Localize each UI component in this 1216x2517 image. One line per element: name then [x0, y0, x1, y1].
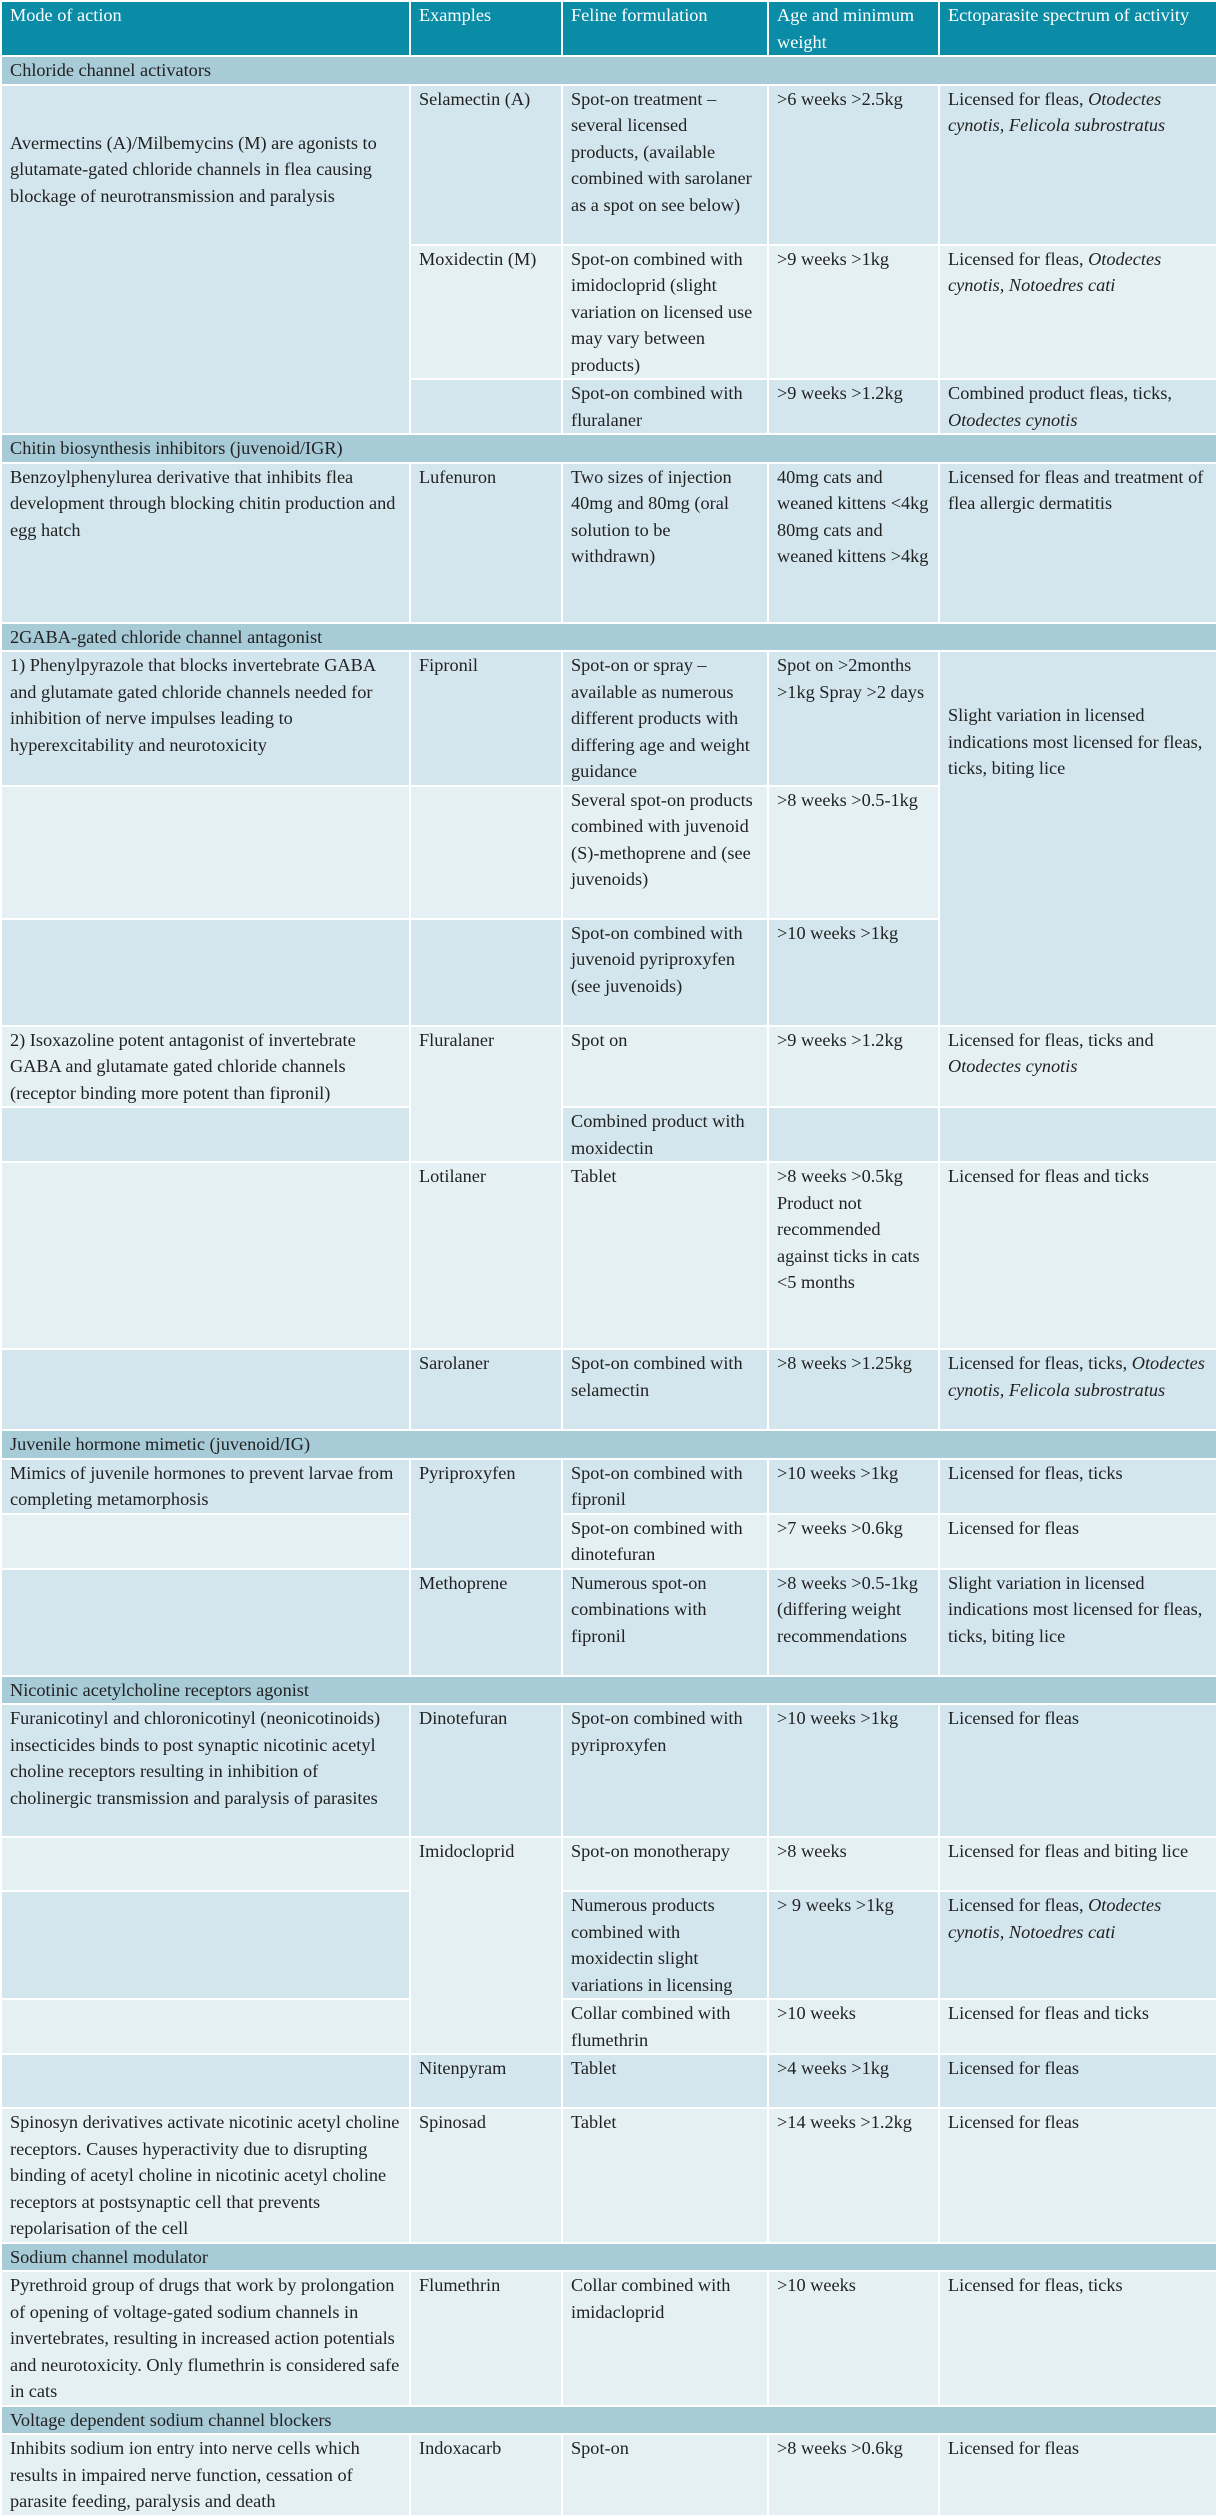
table-row: Imidocloprid Spot-on monotherapy >8 weeks Licensed for fleas and biting lice [1, 1837, 1216, 1891]
col-age: Age and minimum weight [768, 1, 939, 56]
table-row: 2) Isoxazoline potent antagonist of invertebrate GABA and glutamate gated chloride channels (receptor binding more potent than fipronil) Fluralaner Spot on >9 weeks >1.2kg Licensed for fleas, ticks and Otodectes cynotis [1, 1026, 1216, 1108]
table-row: 1) Phenylpyrazole that blocks invertebrate GABA and glutamate gated chloride channels needed for inhibition of nerve impulses leading to hyperexcitability and neurotoxicity Fipronil Spot-on or spray – available as numerous different products with differing age and weight guidance Spot on >2months >1kg Spray >2 days Slight variation in licensed indications most licensed for fleas, ticks, biting lice [1, 651, 1216, 786]
table-row: Avermectins (A)/Milbemycins (M) are agonists to glutamate-gated chloride channels in flea causing blockage of neurotransmission and paralysis Selamectin (A) Spot-on treatment – several licensed products, (available combined with sarolaner as a spot on see below) >6 weeks >2.5kg Licensed for fleas, Otodectes cynotis, Felicola subrostratus [1, 85, 1216, 245]
table-row: Spot-on combined with dinotefuran >7 weeks >0.6kg Licensed for fleas [1, 1514, 1216, 1569]
header-row [1, 1, 1216, 56]
section-row: Voltage dependent sodium channel blockers [1, 2406, 1216, 2435]
table-row: Pyrethroid group of drugs that work by prolongation of opening of voltage-gated sodium channels in invertebrates, resulting in increased action potentials and neurotoxicity. Only flumethrin is considered safe in cats Flumethrin Collar combined with imidacloprid >10 weeks Licensed for fleas, ticks [1, 2271, 1216, 2406]
table-row: Nitenpyram Tablet >4 weeks >1kg Licensed for fleas [1, 2054, 1216, 2108]
table-row: Combined product with moxidectin [1, 1107, 1216, 1162]
section-row: Sodium channel modulator [1, 2243, 1216, 2272]
table-row: Lotilaner Tablet >8 weeks >0.5kg Product not recommended against ticks in cats <5 months Licensed for fleas and ticks [1, 1162, 1216, 1349]
table-row: Spot-on combined with fluralaner >9 weeks >1.2kg Combined product fleas, ticks, Otodectes cynotis [1, 379, 1216, 434]
section-row: Nicotinic acetylcholine receptors agonist [1, 1676, 1216, 1705]
col-formulation: Feline formulation [562, 1, 768, 56]
table-row: Methoprene Numerous spot-on combinations with fipronil >8 weeks >0.5-1kg (differing weight recommendations Slight variation in licensed indications most licensed for fleas, ticks, biting lice [1, 1569, 1216, 1676]
table-row: Furanicotinyl and chloronicotinyl (neonicotinoids) insecticides binds to post synaptic nicotinic acetyl choline receptors resulting in inhibition of cholinergic transmission and paralysis of parasites Dinotefuran Spot-on combined with pyriproxyfen >10 weeks >1kg Licensed for fleas [1, 1704, 1216, 1837]
col-mode: Mode of action [1, 1, 410, 56]
col-examples: Examples [410, 1, 562, 56]
table-row: Benzoylphenylurea derivative that inhibits flea development through blocking chitin production and egg hatch Lufenuron Two sizes of injection 40mg and 80mg (oral solution to be withdrawn) 40mg cats and weaned kittens <4kg 80mg cats and weaned kittens >4kg Licensed for fleas and treatment of flea allergic dermatitis [1, 463, 1216, 623]
section-row: Chitin biosynthesis inhibitors (juvenoid/IGR) [1, 434, 1216, 463]
table-row: Spinosyn derivatives activate nicotinic acetyl choline receptors. Causes hyperactivity due to disrupting binding of acetyl choline in nicotinic acetyl choline receptors at postsynaptic cell that prevents repolarisation of the cell Spinosad Tablet >14 weeks >1.2kg Licensed for fleas [1, 2108, 1216, 2243]
col-spectrum: Ectoparasite spectrum of activity [939, 1, 1216, 56]
table-row: Numerous products combined with moxidectin slight variations in licensing > 9 weeks >1kg Licensed for fleas, Otodectes cynotis, Notoedres cati [1, 1891, 1216, 1999]
table-row: Sarolaner Spot-on combined with selamectin >8 weeks >1.25kg Licensed for fleas, ticks, Otodectes cynotis, Felicola subrostratus [1, 1349, 1216, 1430]
section-row: Juvenile hormone mimetic (juvenoid/IG) [1, 1430, 1216, 1459]
table-row: Spot-on combined with juvenoid pyriproxyfen (see juvenoids) >10 weeks >1kg [1, 919, 1216, 1026]
section-row: 2GABA-gated chloride channel antagonist [1, 623, 1216, 652]
table-row: Several spot-on products combined with juvenoid (S)-methoprene and (see juvenoids) >8 weeks >0.5-1kg [1, 786, 1216, 919]
table-row: Mimics of juvenile hormones to prevent larvae from completing metamorphosis Pyriproxyfen Spot-on combined with fipronil >10 weeks >1kg Licensed for fleas, ticks [1, 1459, 1216, 1514]
table-row: Inhibits sodium ion entry into nerve cells which results in impaired nerve function, cessation of parasite feeding, paralysis and death Indoxacarb Spot-on >8 weeks >0.6kg Licensed for fleas [1, 2434, 1216, 2516]
section-row: Chloride channel activators [1, 56, 1216, 85]
table-row: Moxidectin (M) Spot-on combined with imidocloprid (slight variation on licensed use may vary between products) >9 weeks >1kg Licensed for fleas, Otodectes cynotis, Notoedres cati [1, 245, 1216, 380]
table-row: Collar combined with flumethrin >10 weeks Licensed for fleas and ticks [1, 1999, 1216, 2054]
